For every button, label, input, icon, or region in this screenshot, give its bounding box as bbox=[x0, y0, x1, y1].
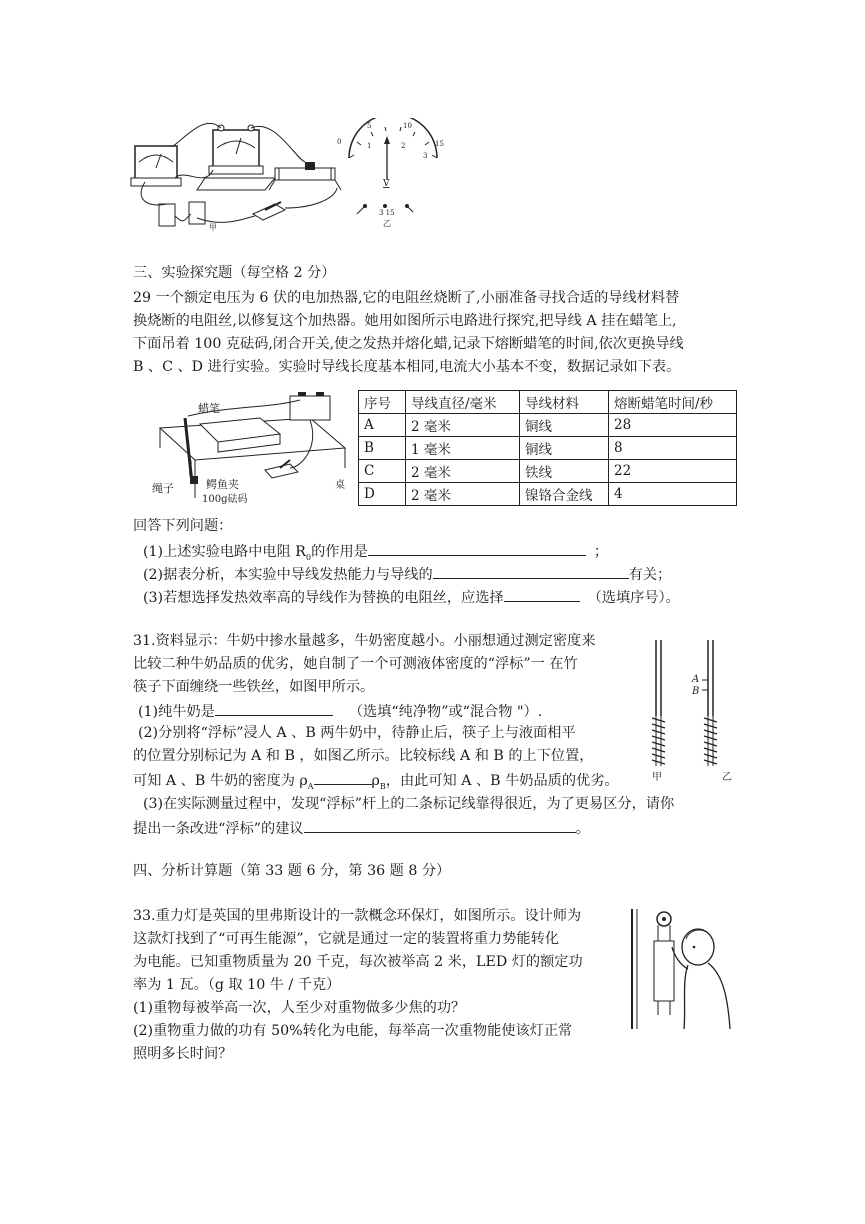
q31-part3-line1: (3)在实际测量过程中，发现“浮标”杆上的二条标记线靠得很近，为了更易区分，请你 bbox=[143, 796, 675, 812]
q29-text-line3: 下面吊着 100 克砝码,闭合开关,使之发热并熔化蜡,记录下熔断蜡笔的时间,依次更换导线 bbox=[133, 336, 684, 352]
q29-data-table bbox=[358, 390, 737, 506]
label-table-edge: 桌 bbox=[335, 480, 345, 491]
float-mark-a: A bbox=[692, 674, 700, 685]
float-caption-yi: 乙 bbox=[722, 772, 732, 783]
table-cell: 2 毫米 bbox=[406, 483, 520, 506]
table-cell: 4 bbox=[609, 483, 737, 506]
table-cell: B bbox=[359, 437, 406, 460]
rho-a-subscript: A bbox=[307, 781, 314, 791]
q33-text-line2: 这款灯找到了“可再生能源”，它就是通过一定的装置将重力势能转化 bbox=[133, 931, 559, 947]
label-rope: 绳子 bbox=[152, 482, 174, 495]
label-clip: 鳄鱼夹 bbox=[206, 478, 239, 491]
q31-part3-line2 bbox=[133, 817, 590, 839]
table-cell: 铜线 bbox=[520, 414, 609, 437]
q29-part1-text: (1)上述实验电路中电阻 R bbox=[143, 544, 306, 560]
q29-part2-blank[interactable] bbox=[433, 563, 629, 579]
q31-text-line1: 31.资料显示：牛奶中掺水量越多，牛奶密度越小。小丽想通过测定密度来 bbox=[133, 633, 596, 649]
q29-part1-end: ； bbox=[593, 544, 609, 560]
q31-part1-hint: （选填“纯净物”或“混合物 "）. bbox=[348, 704, 543, 720]
voltmeter-dial-figure bbox=[335, 118, 450, 233]
table-cell: A bbox=[359, 414, 406, 437]
rho-b-subscript: B bbox=[379, 781, 386, 791]
q31-part1 bbox=[138, 700, 542, 722]
q29-part3-end: （选填序号）。 bbox=[587, 590, 680, 606]
label-weight: 100g砝码 bbox=[202, 494, 248, 505]
q31-part2-blank[interactable] bbox=[314, 769, 372, 785]
q33-gravity-lamp-figure bbox=[628, 905, 738, 1033]
q31-part2-line1: (2)分别将“浮标”浸人 A 、B 两牛奶中，待静止后，筷子上与液面相平 bbox=[138, 725, 576, 741]
q29-part1-blank[interactable] bbox=[368, 540, 586, 556]
q31-part2-line2: 的位置分别标记为 A 和 B ，如图乙所示。比较标线 A 和 B 的上下位置， bbox=[133, 748, 594, 764]
table-cell: C bbox=[359, 460, 406, 483]
table-cell: 2 毫米 bbox=[406, 414, 520, 437]
table-row bbox=[359, 414, 737, 437]
q29-text-line4: B 、C 、D 进行实验。实验时导线长度基本相同,电流大小基本不变，数据记录如下表。 bbox=[133, 359, 681, 375]
table-row bbox=[359, 437, 737, 460]
dial-tick-1: 1 bbox=[367, 142, 372, 150]
table-header-cell: 熔断蜡笔时间/秒 bbox=[609, 391, 737, 414]
table-header-cell: 导线直径/毫米 bbox=[406, 391, 520, 414]
table-cell: D bbox=[359, 483, 406, 506]
q31-part2-text-c: ，由此可知 A 、B 牛奶品质的优劣。 bbox=[385, 773, 619, 789]
q31-part2-text-b: ρ bbox=[371, 773, 380, 789]
table-row bbox=[359, 460, 737, 483]
q33-part1: (1)重物每被举高一次，人至少对重物做多少焦的功？ bbox=[133, 1000, 466, 1016]
q31-text-line2: 比较二种牛奶品质的优劣，她自制了一个可测液体密度的“浮标”一 在竹 bbox=[133, 656, 578, 672]
table-cell: 铁线 bbox=[520, 460, 609, 483]
table-cell: 镍铬合金线 bbox=[520, 483, 609, 506]
table-cell: 2 毫米 bbox=[406, 460, 520, 483]
table-cell: 1 毫米 bbox=[406, 437, 520, 460]
q29-part2-end: 有关； bbox=[628, 567, 672, 583]
table-cell: 8 bbox=[609, 437, 737, 460]
dial-tick-0: 0 bbox=[337, 138, 342, 146]
dial-tick-3: 3 bbox=[423, 152, 428, 160]
q33-part2-line2: 照明多长时间？ bbox=[133, 1046, 233, 1062]
q29-text-line2: 换烧断的电阻丝,以修复这个加热器。她用如图所示电路进行探究,把导线 A 挂在蜡笔上, bbox=[133, 313, 677, 329]
q29-part2-text: (2)据表分析，本实验中导线发热能力与导线的 bbox=[143, 567, 433, 583]
svg-text:甲: 甲 bbox=[209, 223, 217, 232]
section4-heading: 四、分析计算题（第 33 题 6 分，第 36 题 8 分） bbox=[133, 863, 451, 879]
q31-part3-end: 。 bbox=[575, 821, 590, 837]
section3-heading: 三、实验探究题（每空格 2 分） bbox=[133, 265, 336, 281]
table-cell: 28 bbox=[609, 414, 737, 437]
q31-part3-blank[interactable] bbox=[304, 817, 576, 833]
q31-float-figure bbox=[640, 636, 740, 786]
q31-part1-blank[interactable] bbox=[215, 700, 333, 716]
q29-text-line1: 29 一个额定电压为 6 伏的电加热器,它的电阻丝烧断了,小丽准备寻找合适的导线材料替 bbox=[133, 290, 680, 306]
q33-text-line1: 33.重力灯是英国的里弗斯设计的一款概念环保灯，如图所示。设计师为 bbox=[133, 908, 582, 924]
float-mark-b: B bbox=[692, 686, 700, 697]
q29-apparatus-figure bbox=[150, 388, 350, 506]
label-crayon: 蜡笔 bbox=[198, 402, 220, 415]
dial-tick-5: 5 bbox=[367, 122, 372, 130]
meter-terminals: 3 15 bbox=[379, 209, 395, 217]
q29-part3-text: (3)若想选择发热效率高的导线作为替换的电阻丝，应选择 bbox=[143, 590, 504, 606]
meter-symbol: V bbox=[383, 179, 390, 189]
q31-part1-text: (1)纯牛奶是 bbox=[138, 704, 215, 720]
table-header-cell: 导线材料 bbox=[520, 391, 609, 414]
q31-part2-text-a: 可知 A 、B 牛奶的密度为 ρ bbox=[133, 773, 308, 789]
q33-text-line3: 为电能。已知重物质量为 20 千克，每次被举高 2 米，LED 灯的额定功 bbox=[133, 954, 583, 970]
dial-tick-2: 2 bbox=[401, 142, 406, 150]
dial-tick-10: 10 bbox=[403, 122, 412, 130]
figure-caption: 乙 bbox=[383, 219, 391, 228]
q29-part2 bbox=[143, 563, 671, 585]
q33-part2-line1: (2)重物重力做的功有 50%转化为电能，每举高一次重物能使该灯正常 bbox=[133, 1023, 573, 1039]
table-header-row bbox=[359, 391, 737, 414]
q29-part1-text-b: 的作用是 bbox=[311, 544, 368, 560]
q33-text-line4: 率为 1 瓦。（g 取 10 牛 / 千克） bbox=[133, 977, 341, 993]
dial-tick-15: 15 bbox=[435, 140, 444, 148]
r0-subscript: 0 bbox=[305, 552, 312, 562]
q31-part3-text: 提出一条改进“浮标”的建议 bbox=[133, 821, 304, 837]
q29-part3 bbox=[143, 586, 680, 608]
q31-part2-line3 bbox=[133, 769, 619, 797]
table-cell: 铜线 bbox=[520, 437, 609, 460]
table-header-cell: 序号 bbox=[359, 391, 406, 414]
table-cell: 22 bbox=[609, 460, 737, 483]
q31-text-line3: 筷子下面缠绕一些铁丝，如图甲所示。 bbox=[133, 679, 375, 695]
q29-answer-intro: 回答下列问题： bbox=[133, 518, 233, 534]
table-row bbox=[359, 483, 737, 506]
float-caption-jia: 甲 bbox=[652, 772, 662, 783]
q29-part3-blank[interactable] bbox=[504, 586, 580, 602]
